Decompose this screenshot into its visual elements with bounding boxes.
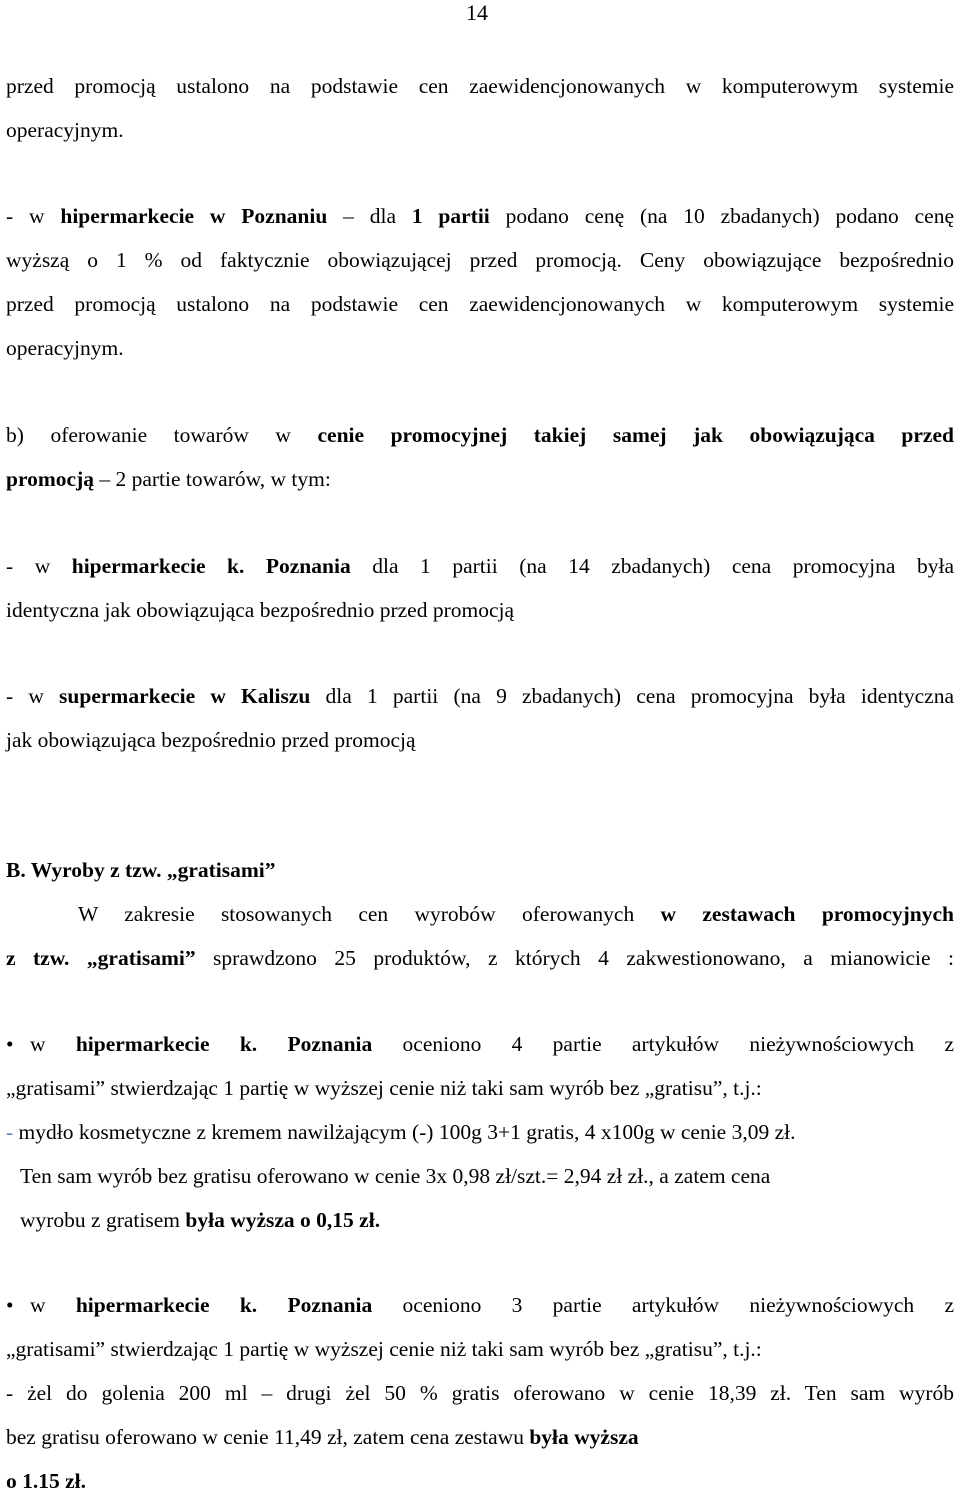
bold-run: 1 partii [411,204,490,228]
text-line: identyczna jak obowiązująca bezpośrednio przed promocją [6,598,515,622]
text-line [6,936,954,980]
text-line: przed promocją ustalono na podstawie cen zaewidencjonowanych w komputerowym systemie [6,74,954,98]
text-run: W zakresie stosowanych cen wyrobów oferowanych [78,902,661,926]
paragraph-poznan-hipermarket [6,194,954,370]
text-run: wyrobu z gratisem [20,1208,186,1232]
text-run: w [30,1293,76,1317]
text-run: b) oferowanie towarów w [6,423,318,447]
text-line: o 1.15 zł. [6,1469,87,1493]
text-run: - w [6,554,72,578]
bold-run: supermarkecie w Kaliszu [59,684,311,708]
paragraph-continuation [6,64,954,152]
text-line: „gratisami” stwierdzając 1 partię w wyższej cenie niż taki sam wyrób bez „gratisu”, t.j.: [6,1076,762,1100]
text-run: bez gratisu oferowano w cenie 11,49 zł, zatem cena zestawu [6,1425,530,1449]
bold-run: cenie promocyjnej takiej samej jak obowiązująca przed [317,423,954,447]
page-number: 14 [466,0,488,25]
text-line [6,1415,954,1459]
text-run: dla 1 partii (na 9 zbadanych) cena promocyjna była identyczna [310,684,954,708]
section-heading: B. Wyroby z tzw. „gratisami” [6,858,276,882]
text-line [6,413,954,457]
text-line: operacyjnym. [6,336,124,360]
text-run: – dla [327,204,412,228]
text-line [6,1198,954,1242]
paragraph-poznan-identical [6,544,954,632]
bold-run: hipermarkecie w Poznaniu [60,204,328,228]
bullet-icon: • [6,1032,14,1056]
text-line: „gratisami” stwierdzając 1 partię w wyższej cenie niż taki sam wyrób bez „gratisu”, t.j.: [6,1337,762,1361]
bold-run: hipermarkecie k. Poznania [75,1032,373,1056]
text-run: – 2 partie towarów, w tym: [93,467,331,491]
bold-run: była wyższa [529,1425,639,1449]
text-line [6,544,954,588]
text-run: dla 1 partii (na 14 zbadanych) cena promocyjna była [350,554,954,578]
paragraph-kalisz-identical [6,674,954,762]
text-line [6,674,954,718]
text-run: oceniono 4 partie artykułów nieżywnościowych z [372,1032,954,1056]
dash-marker: - [6,1120,14,1144]
bold-run: hipermarkecie k. Poznania [71,554,351,578]
section-b [6,848,954,980]
text-line [6,1110,954,1154]
bold-run: hipermarkecie k. Poznania [75,1293,373,1317]
text-run: oceniono 3 partie artykułów nieżywnościowych z [372,1293,954,1317]
bullet-item-shaving-gel [6,1283,954,1503]
text-line: jak obowiązująca bezpośrednio przed promocją [6,728,416,752]
bold-run: w zestawach promocyjnych [660,902,954,926]
text-line: przed promocją ustalono na podstawie cen zaewidencjonowanych w komputerowym systemie [6,292,954,316]
text-run: podano cenę (na 10 zbadanych) podano cenę [489,204,955,228]
bold-run: była wyższa o 0,15 zł. [185,1208,381,1232]
bullet-item-soap [6,1022,954,1242]
text-run: sprawdzono 25 produktów, z których 4 zakwestionowano, a mianowicie : [195,946,954,970]
bold-run: z tzw. „gratisami” [6,946,196,970]
text-line: Ten sam wyrób bez gratisu oferowano w cenie 3x 0,98 zł/szt.= 2,94 zł zł., a zatem cena [20,1164,771,1188]
text-run: - w [6,204,61,228]
text-line: - żel do golenia 200 ml – drugi żel 50 % gratis oferowano w cenie 18,39 zł. Ten sam wyrób [6,1381,954,1405]
paragraph-b-same-price [6,413,954,501]
text-line: operacyjnym. [6,118,124,142]
text-run: w [30,1032,76,1056]
text-run: mydło kosmetyczne z kremem nawilżającym (-) 100g 3+1 gratis, 4 x100g w cenie 3,09 zł. [13,1120,796,1144]
bullet-icon: • [6,1293,14,1317]
text-line: wyższą o 1 % od faktycznie obowiązującej przed promocją. Ceny obowiązujące bezpośrednio [6,248,954,272]
bold-run: promocją [6,467,94,491]
text-line [6,892,954,936]
text-line [6,457,954,501]
text-run: - w [6,684,60,708]
text-line [6,1022,954,1066]
text-line [6,1283,954,1327]
text-line [6,194,954,238]
